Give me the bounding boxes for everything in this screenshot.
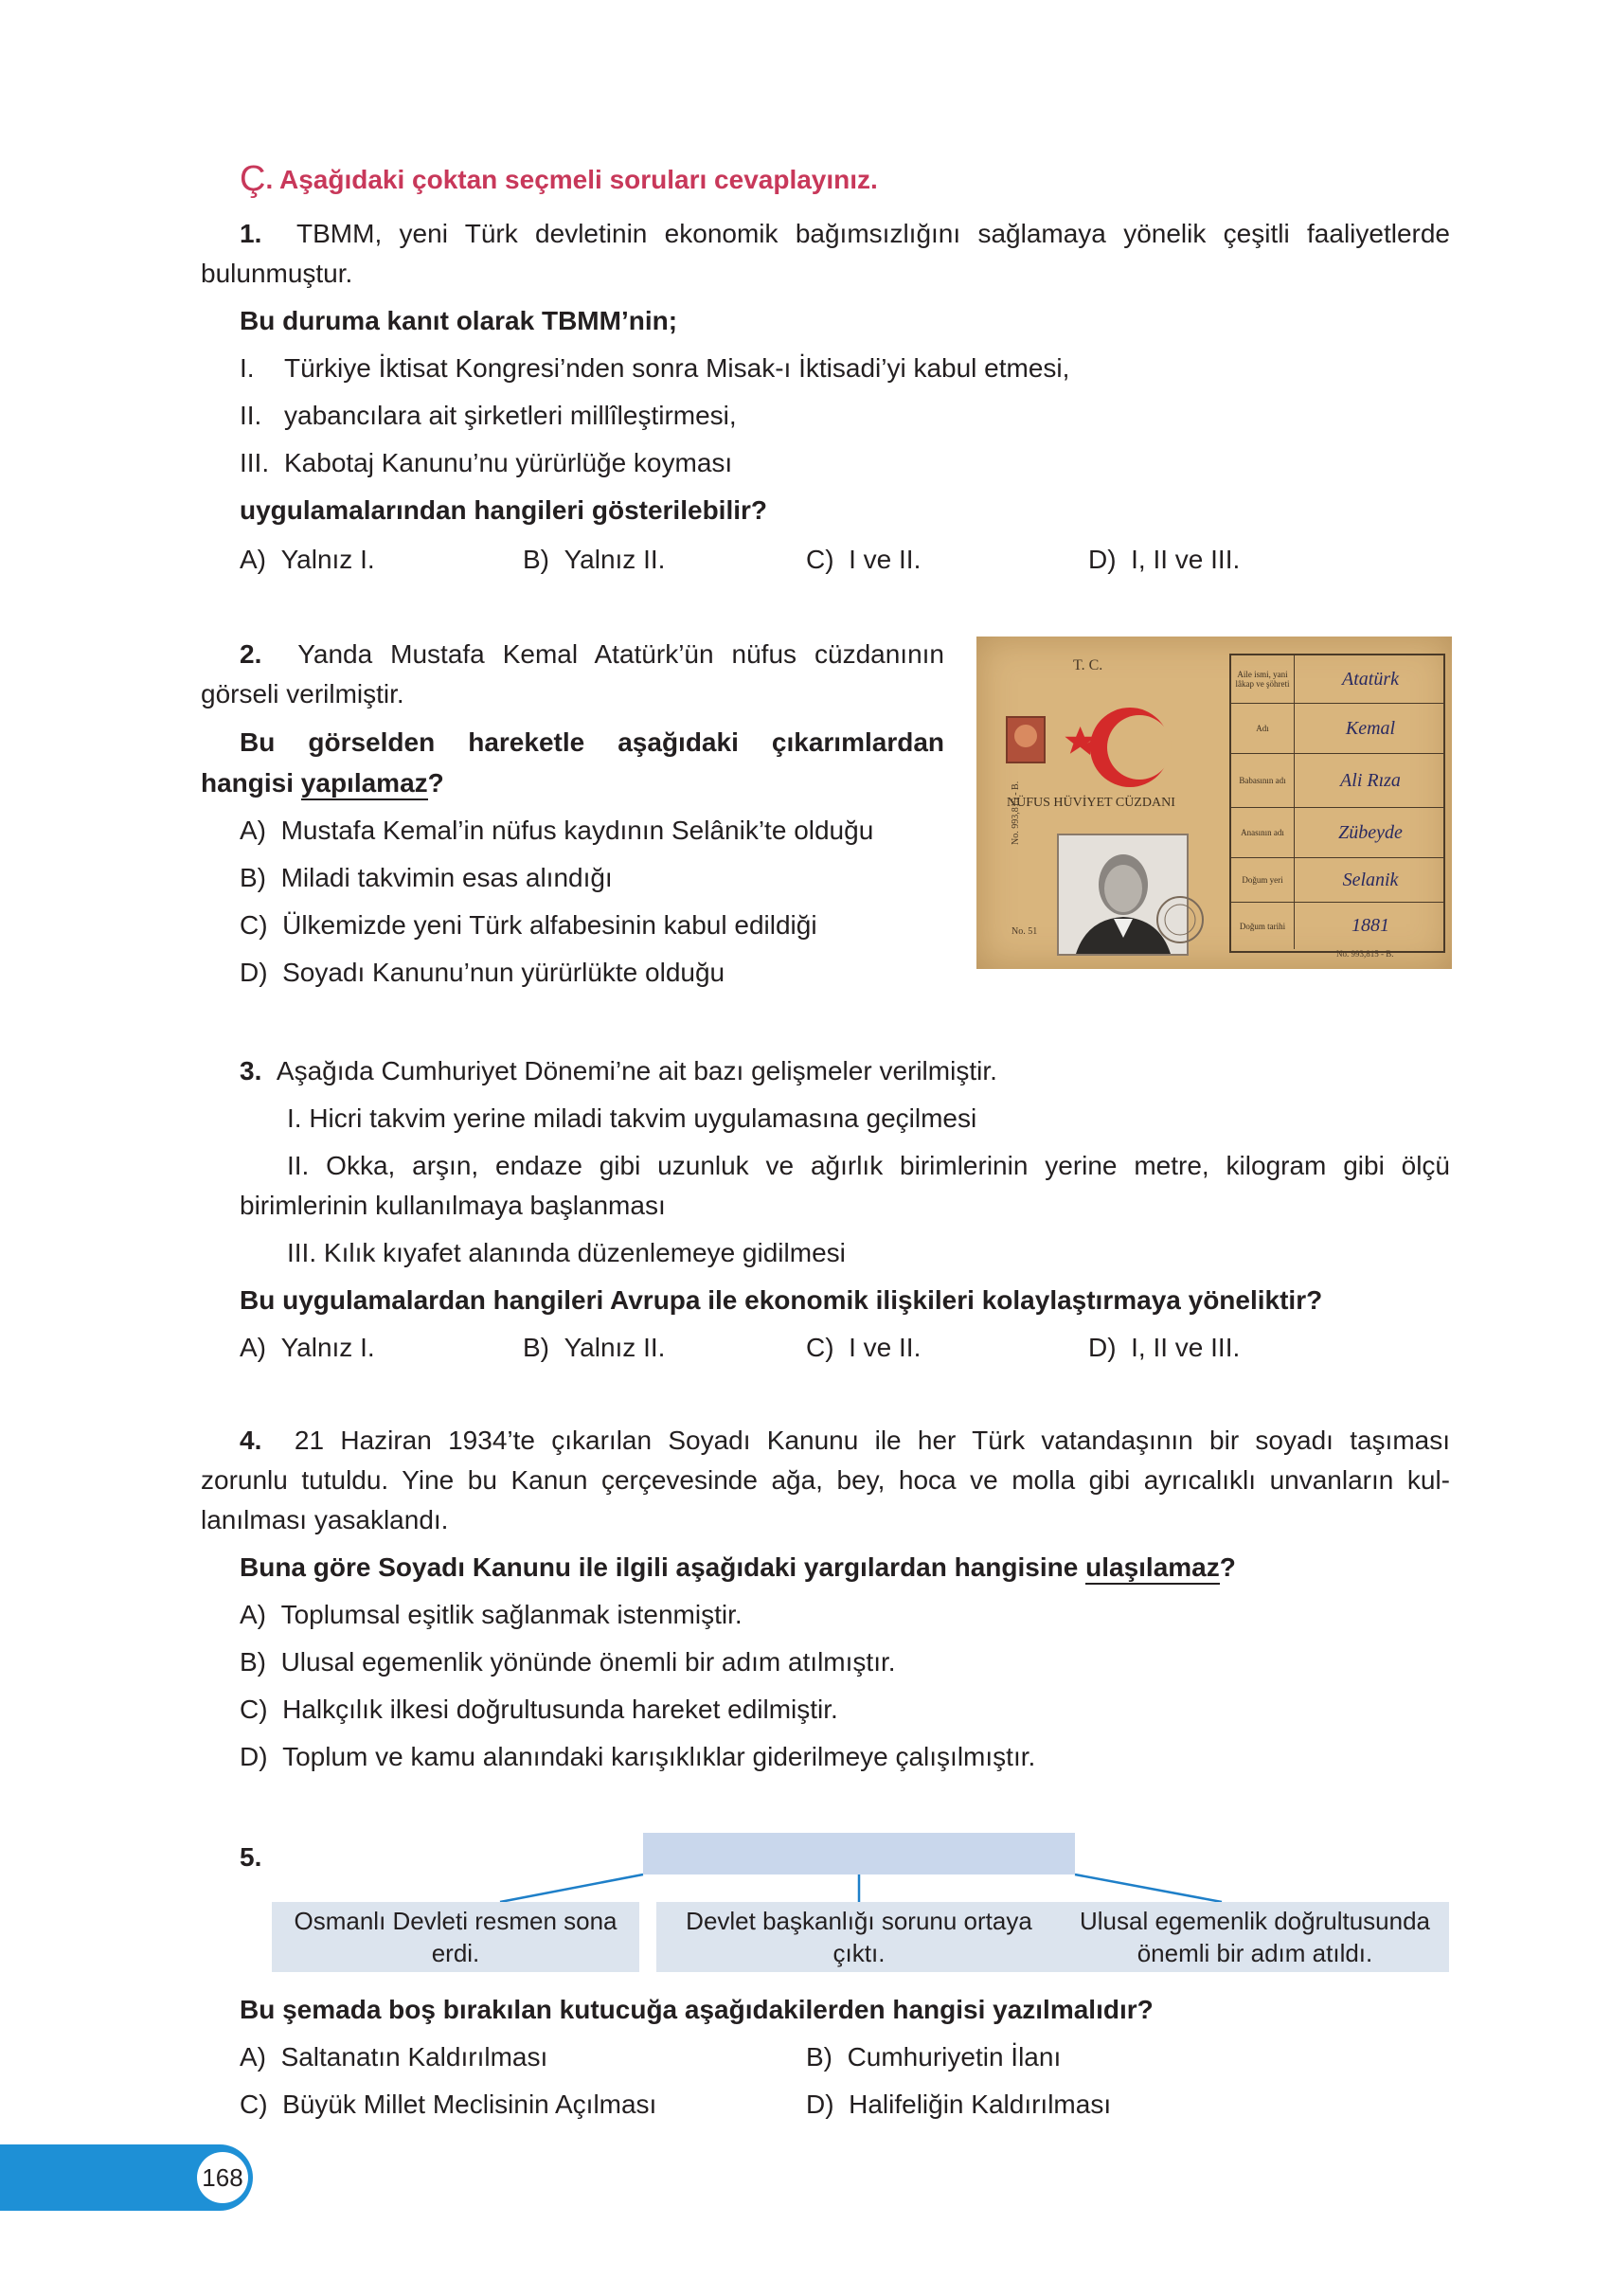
q2-question-b: ? <box>427 768 444 798</box>
q2-question-line1: Bu görselden hareketle aşağıdaki çıkarımlardan <box>240 727 944 757</box>
diagram-box-3-line1: Ulusal egemenlik doğrultusunda <box>1079 1907 1430 1935</box>
option-key: D) <box>1088 545 1117 574</box>
q2-text-1: Yanda Mustafa Kemal Atatürk’ün nüfus cüzdanının <box>297 639 944 669</box>
option-text: Halifeliğin Kaldırılması <box>849 2090 1112 2119</box>
diagram-box-2 <box>656 1902 1062 1972</box>
option-text: Yalnız I. <box>280 1333 375 1362</box>
option-key: B) <box>523 1333 549 1362</box>
q3-item-1: I. Hicri takvim yerine miladi takvim uygulamasına geçilmesi <box>287 1103 977 1133</box>
option-key: A) <box>240 1600 266 1629</box>
option-text: Soyadı Kanunu’nun yürürlükte olduğu <box>282 958 725 987</box>
id-card-value: Selanik <box>1342 869 1399 890</box>
q5-number: 5. <box>240 1842 262 1872</box>
option-key: B) <box>806 2042 832 2072</box>
diagram-box-2-line2: çıktı. <box>832 1939 886 1967</box>
id-card-value: Zübeyde <box>1338 821 1403 843</box>
id-card-tc: T. C. <box>1073 657 1103 673</box>
option-text: Yalnız I. <box>280 545 375 574</box>
q3-item-2-line2: birimlerinin kullanılmaya başlanması <box>240 1191 666 1220</box>
diagram-box-3-line2: önemli bir adım atıldı. <box>1137 1939 1373 1967</box>
q1-item-3-roman: III. <box>240 448 270 477</box>
q3-question: Bu uygulamalardan hangileri Avrupa ile ekonomik ilişkileri kolaylaştırmaya yöneliktir? <box>240 1285 1323 1315</box>
id-card-no: No. 51 <box>1011 926 1038 937</box>
id-card-value: 1881 <box>1351 915 1389 936</box>
option-text: I ve II. <box>849 545 922 574</box>
q4-line2: zorunlu tutuldu. Yine bu Kanun çerçevesinde ağa, bey, hoca ve molla gibi ayrıcalıklı unvanların kul- <box>201 1465 1450 1495</box>
q1-item-3-text: Kabotaj Kanunu’nu yürürlüğe koyması <box>284 448 733 477</box>
option-key: C) <box>806 1333 834 1362</box>
option-key: D) <box>240 958 268 987</box>
q3-number: 3. <box>240 1056 262 1085</box>
connector-line-left <box>500 1874 643 1902</box>
diagram-box-1-line2: erdi. <box>431 1939 480 1967</box>
section-letter: Ç <box>240 159 266 199</box>
q1-item-1-roman: I. <box>240 353 255 383</box>
option-text: Ulusal egemenlik yönünde önemli bir adım atılmıştır. <box>280 1647 896 1677</box>
q4-line3: lanılması yasaklandı. <box>201 1505 449 1534</box>
id-card-label: Babasının adı <box>1231 754 1295 807</box>
option-text: Mustafa Kemal’in nüfus kaydının Selânik’te olduğu <box>280 816 874 845</box>
option-key: D) <box>806 2090 834 2119</box>
option-text: Toplum ve kamu alanındaki karışıklıklar giderilmeye çalışılmıştır. <box>282 1742 1036 1771</box>
option-key: B) <box>240 863 266 892</box>
id-card-label: Aile ismi, yani lâkap ve şöhreti <box>1231 655 1295 703</box>
connector-line-right <box>1075 1874 1222 1902</box>
option-text: Büyük Millet Meclisinin Açılması <box>282 2090 657 2119</box>
option-key: A) <box>240 1333 266 1362</box>
id-card-label: Adı <box>1231 704 1295 753</box>
option-text: Halkçılık ilkesi doğrultusunda hareket edilmiştir. <box>282 1695 838 1724</box>
option-key: A) <box>240 545 266 574</box>
q1-item-1-text: Türkiye İktisat Kongresi’nden sonra Misak-ı İktisadi’yi kabul etmesi, <box>284 353 1070 383</box>
diagram-box-2-line1: Devlet başkanlığı sorunu ortaya <box>686 1907 1032 1935</box>
option-key: C) <box>806 545 834 574</box>
id-card-value: Ali Rıza <box>1340 769 1401 791</box>
q2-number: 2. <box>240 639 262 669</box>
option-text: Miladi takvimin esas alındığı <box>280 863 613 892</box>
q3-item-2-line1: II. Okka, arşın, endaze gibi uzunluk ve ağırlık birimlerinin yerine metre, kilogram gibi ölçü <box>287 1151 1450 1180</box>
option-key: B) <box>240 1647 266 1677</box>
option-text: Yalnız II. <box>564 1333 666 1362</box>
q2-line2: görseli verilmiştir. <box>201 679 404 709</box>
q5-option-b[interactable] <box>806 2037 1061 2077</box>
option-text: Saltanatın Kaldırılması <box>280 2042 548 2072</box>
q3-item-3: III. Kılık kıyafet alanında düzenlemeye gidilmesi <box>287 1238 846 1267</box>
option-key: C) <box>240 2090 268 2119</box>
option-key: B) <box>523 545 549 574</box>
section-title: . Aşağıdaki çoktan seçmeli soruları cevaplayınız. <box>265 165 878 194</box>
diagram-box-3 <box>1061 1902 1449 1972</box>
id-card-title: NÜFUS HÜVİYET CÜZDANI <box>1007 796 1175 810</box>
option-text: I ve II. <box>849 1333 922 1362</box>
option-key: C) <box>240 1695 268 1724</box>
id-card-label: Anasının adı <box>1231 808 1295 857</box>
id-card-label: Doğum tarihi <box>1231 903 1295 949</box>
q1-line2: bulunmuştur. <box>201 259 353 288</box>
option-key: A) <box>240 2042 266 2072</box>
q1-number: 1. <box>240 219 262 248</box>
q5-option-a[interactable] <box>240 2037 547 2077</box>
diagram-box-1 <box>272 1902 639 1972</box>
q4-text-1: 21 Haziran 1934’te çıkarılan Soyadı Kanunu ile her Türk vatandaşının bir soyadı taşıması <box>294 1426 1451 1455</box>
q1-question: uygulamalarından hangileri gösterilebilir? <box>240 495 768 525</box>
q4-question-b: ? <box>1219 1552 1236 1582</box>
id-card-serial-bottom: No. 993,815 - B. <box>1336 949 1394 959</box>
option-text: I, II ve III. <box>1131 545 1241 574</box>
option-text: I, II ve III. <box>1131 1333 1241 1362</box>
id-card-value: Atatürk <box>1342 668 1399 690</box>
q4-question-a: Buna göre Soyadı Kanunu ile ilgili aşağıdaki yargılardan hangisine <box>240 1552 1086 1582</box>
option-key: D) <box>240 1742 268 1771</box>
q4-number: 4. <box>240 1426 262 1455</box>
option-text: Yalnız II. <box>564 545 666 574</box>
option-key: A) <box>240 816 266 845</box>
page-number: 168 <box>197 2152 248 2203</box>
q1-item-2-roman: II. <box>240 401 262 430</box>
option-key: C) <box>240 910 268 940</box>
q1-text-1: TBMM, yeni Türk devletinin ekonomik bağımsızlığını sağlamaya yönelik çeşitli faaliyetlerde <box>296 219 1451 248</box>
option-text: Cumhuriyetin İlanı <box>847 2042 1062 2072</box>
q5-option-c[interactable] <box>240 2085 656 2125</box>
q3-intro-text: Aşağıda Cumhuriyet Dönemi’ne ait bazı gelişmeler verilmiştir. <box>276 1056 997 1085</box>
diagram-box-1-line1: Osmanlı Devleti resmen sona <box>294 1907 618 1935</box>
q5-question: Bu şemada boş bırakılan kutucuğa aşağıdakilerden hangisi yazılmalıdır? <box>240 1995 1154 2024</box>
id-card-serial-vertical: No. 993,815 - B. <box>1011 780 1021 845</box>
option-key: D) <box>1088 1333 1117 1362</box>
option-text: Ülkemizde yeni Türk alfabesinin kabul edildiği <box>282 910 817 940</box>
q1-lead: Bu duruma kanıt olarak TBMM’nin; <box>240 306 678 335</box>
q2-question-underlined: yapılamaz <box>301 768 428 800</box>
q1-item-2-text: yabancılara ait şirketleri millîleştirmesi, <box>284 401 737 430</box>
id-card-value: Kemal <box>1345 717 1396 739</box>
option-text: Toplumsal eşitlik sağlanmak istenmiştir. <box>280 1600 743 1629</box>
q2-question-a: hangisi <box>201 768 301 798</box>
id-card-label: Doğum yeri <box>1231 858 1295 902</box>
q5-option-d[interactable] <box>806 2085 1111 2125</box>
q4-question-underlined: ulaşılamaz <box>1085 1552 1220 1585</box>
